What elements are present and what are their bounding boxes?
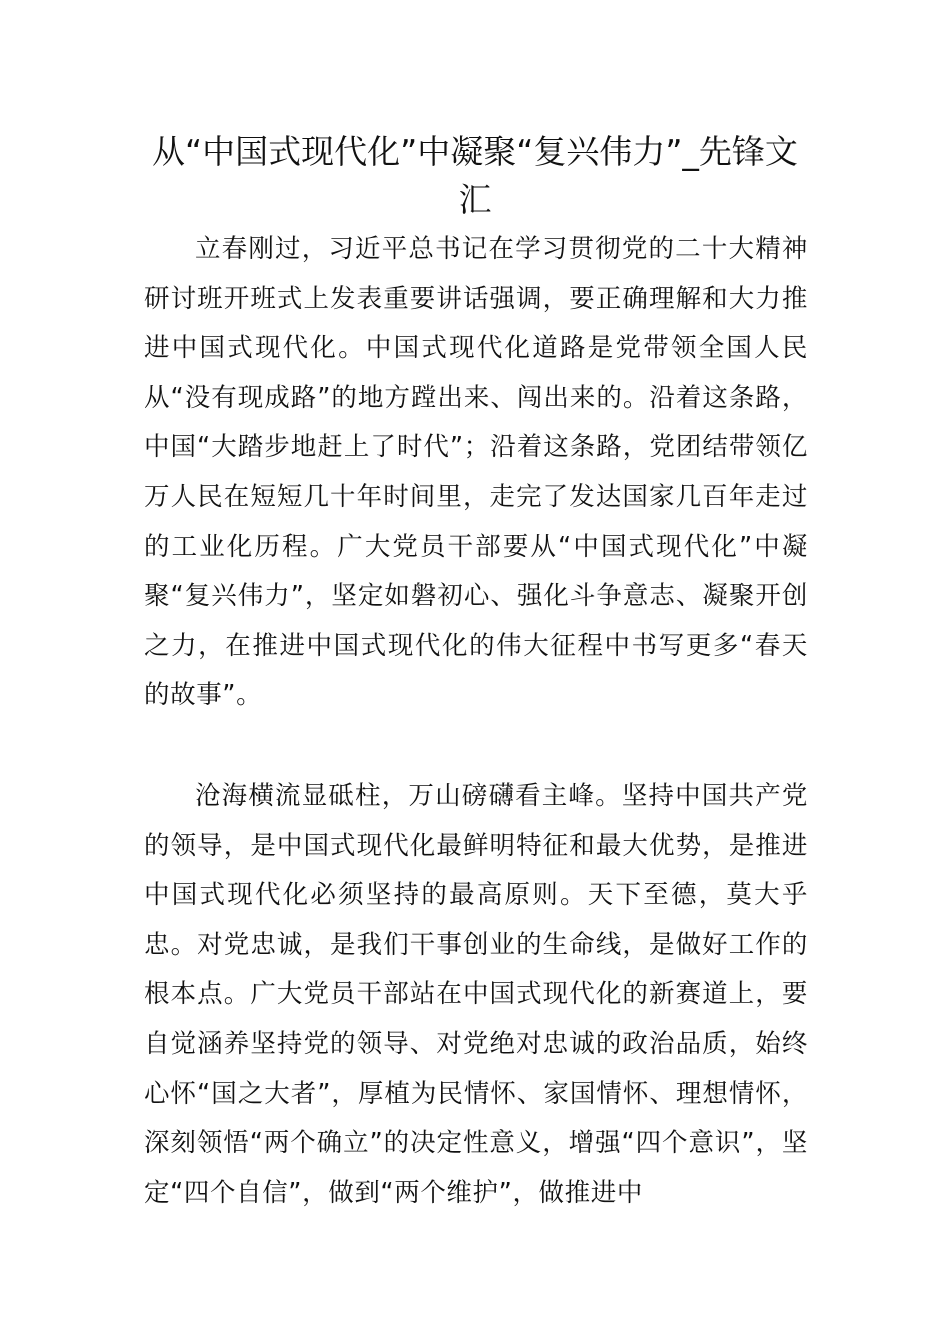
document-title: 从“中国式现代化”中凝聚“复兴伟力”_先锋文汇 [152, 132, 798, 219]
paragraph-1: 立春刚过，习近平总书记在学习贯彻党的二十大精神研讨班开班式上发表重要讲话强调，要正确理解和大力推进中国式现代化。中国式现代化道路是党带领全国人民从“没有现成路”的地方蹚出来、闯出来的。沿着这条路，中国“大踏步地赶上了时代”；沿着这条路，党团结带领亿万人民在短短几十年时间里，走完了发达国家几百年走过的工业化历程。广大党员干部要从“中国式现代化”中凝聚“复兴伟力”，坚定如磐初心、强化斗争意志、凝聚开创之力，在推进中国式现代化的伟大征程中书写更多“春天的故事”。 [144, 234, 808, 711]
paragraph-2: 沧海横流显砥柱，万山磅礴看主峰。坚持中国共产党的领导，是中国式现代化最鲜明特征和最大优势，是推进中国式现代化必须坚持的最高原则。天下至德，莫大乎忠。对党忠诚，是我们干事创业的生命线，是做好工作的根本点。广大党员干部站在中国式现代化的新赛道上，要自觉涵养坚持党的领导、对党绝对忠诚的政治品质，始终心怀“国之大者”，厚植为民情怀、家国情怀、理想情怀，深刻领悟“两个确立”的决定性意义，增强“四个意识”，坚定“四个自信”，做到“两个维护”，做推进中 [144, 781, 808, 1208]
